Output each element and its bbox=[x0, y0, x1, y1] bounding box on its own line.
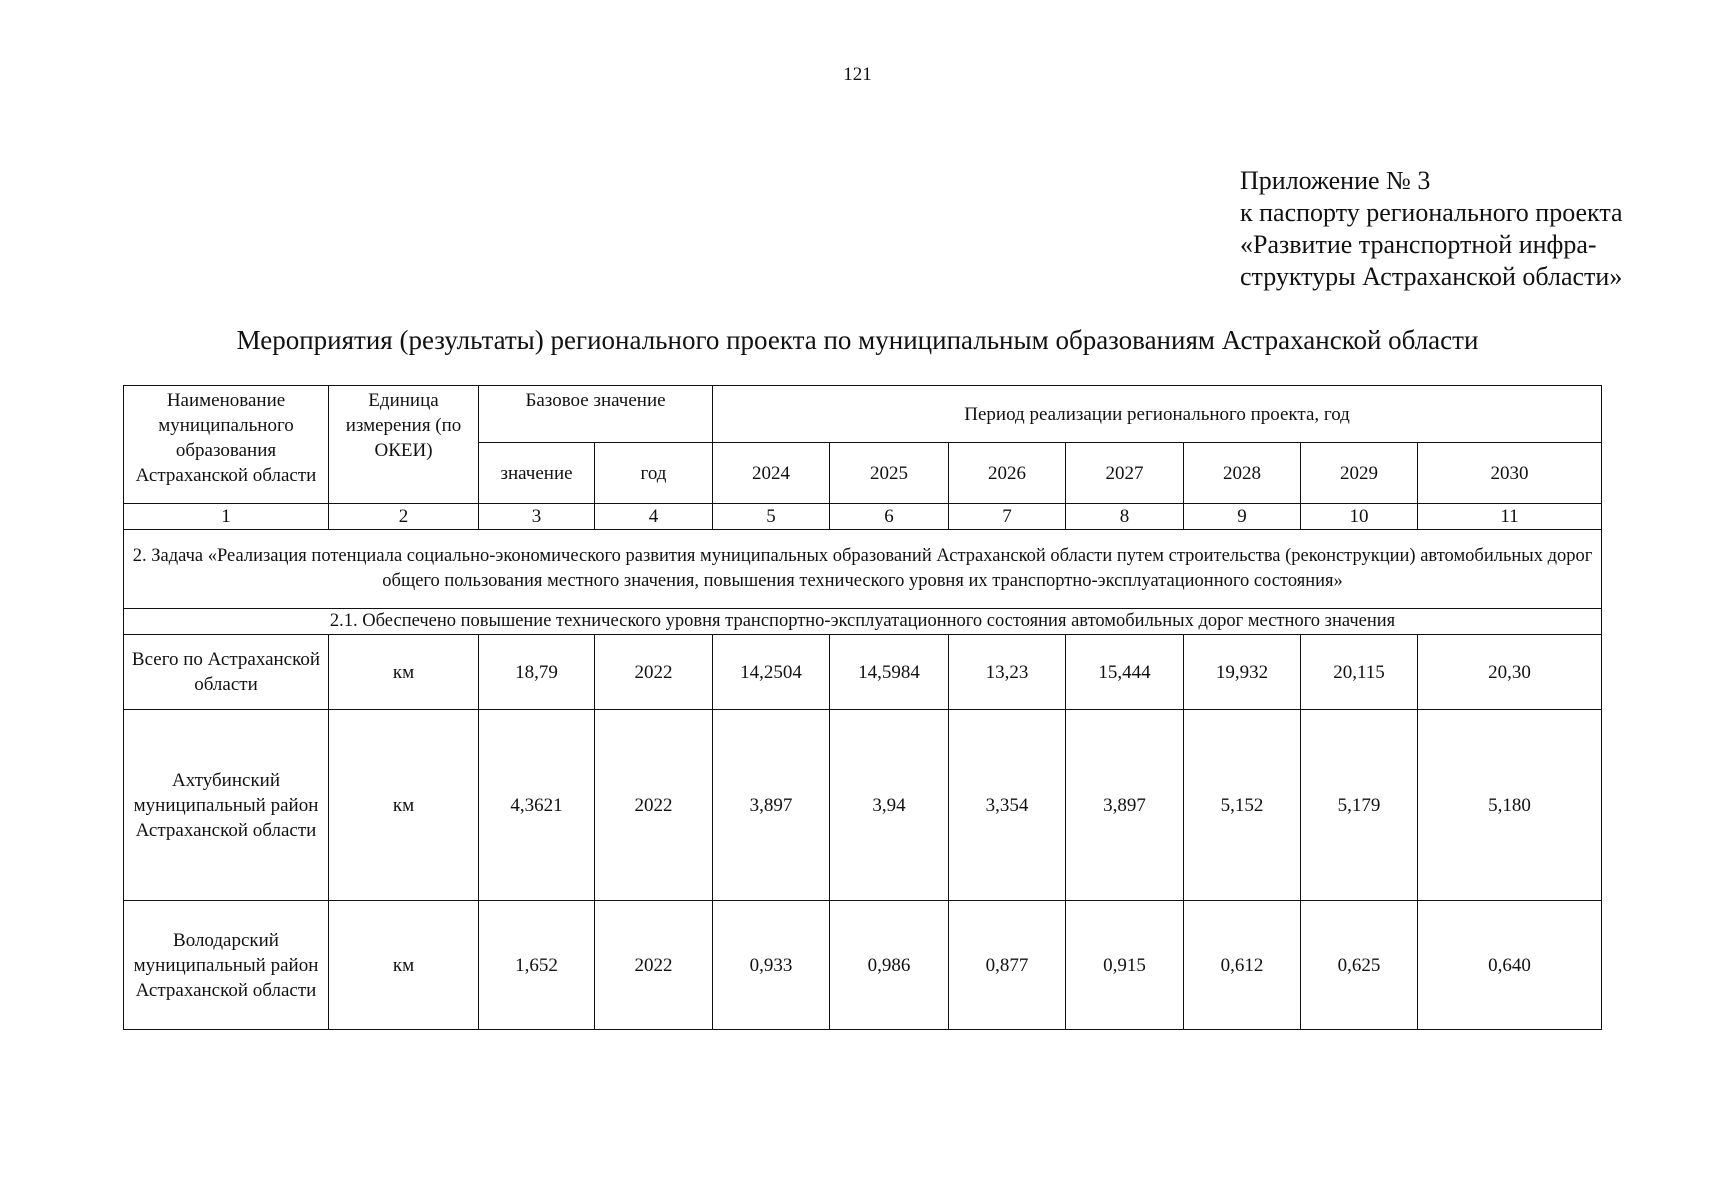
header-year: 2030 bbox=[1418, 443, 1602, 504]
column-number: 2 bbox=[329, 504, 479, 530]
column-number: 10 bbox=[1301, 504, 1418, 530]
header-year: 2026 bbox=[949, 443, 1066, 504]
row-base-value: 18,79 bbox=[479, 635, 595, 710]
appendix-line: структуры Астраханской области» bbox=[1240, 262, 1623, 291]
row-unit: км bbox=[329, 710, 479, 901]
header-year: 2024 bbox=[713, 443, 830, 504]
column-number: 5 bbox=[713, 504, 830, 530]
row-value: 0,986 bbox=[830, 901, 949, 1030]
row-value: 20,30 bbox=[1418, 635, 1602, 710]
column-number: 11 bbox=[1418, 504, 1602, 530]
row-value: 0,915 bbox=[1066, 901, 1184, 1030]
table-row bbox=[124, 635, 1602, 710]
page-number: 121 bbox=[843, 64, 872, 85]
row-base-year: 2022 bbox=[595, 635, 713, 710]
row-value: 0,640 bbox=[1418, 901, 1602, 1030]
row-base-value: 4,3621 bbox=[479, 710, 595, 901]
appendix-line: к паспорту регионального проекта bbox=[1240, 198, 1623, 227]
column-number: 1 bbox=[124, 504, 329, 530]
result-row bbox=[124, 609, 1602, 635]
row-value: 14,2504 bbox=[713, 635, 830, 710]
row-name: Ахтубинский муниципальный район Астраханской области bbox=[124, 710, 329, 901]
row-value: 3,354 bbox=[949, 710, 1066, 901]
row-base-value: 1,652 bbox=[479, 901, 595, 1030]
row-value: 5,180 bbox=[1418, 710, 1602, 901]
row-name: Володарский муниципальный район Астраханской области bbox=[124, 901, 329, 1030]
header-year: 2027 bbox=[1066, 443, 1184, 504]
row-unit: км bbox=[329, 635, 479, 710]
column-number-row bbox=[124, 504, 1602, 530]
column-number: 4 bbox=[595, 504, 713, 530]
header-name: Наименование муниципального образования Астраханской области bbox=[124, 386, 329, 504]
column-number: 9 bbox=[1184, 504, 1301, 530]
header-unit: Единица измерения (по ОКЕИ) bbox=[329, 386, 479, 504]
document-title: Мероприятия (результаты) регионального проекта по муниципальным образованиям Астраханской области bbox=[236, 325, 1479, 355]
column-number: 8 bbox=[1066, 504, 1184, 530]
row-value: 3,94 bbox=[830, 710, 949, 901]
row-base-year: 2022 bbox=[595, 710, 713, 901]
column-number: 3 bbox=[479, 504, 595, 530]
header-period: Период реализации регионального проекта, год bbox=[713, 386, 1602, 443]
row-value: 15,444 bbox=[1066, 635, 1184, 710]
appendix-line: Приложение № 3 bbox=[1240, 166, 1431, 195]
header-year: 2025 bbox=[830, 443, 949, 504]
row-value: 0,625 bbox=[1301, 901, 1418, 1030]
appendix-block bbox=[1240, 165, 1700, 293]
header-base-year: год bbox=[595, 443, 713, 504]
row-unit: км bbox=[329, 901, 479, 1030]
table-row bbox=[124, 710, 1602, 901]
row-value: 0,933 bbox=[713, 901, 830, 1030]
row-value: 0,877 bbox=[949, 901, 1066, 1030]
header-year: 2029 bbox=[1301, 443, 1418, 504]
header-year: 2028 bbox=[1184, 443, 1301, 504]
row-value: 0,612 bbox=[1184, 901, 1301, 1030]
appendix-line: «Развитие транспортной инфра- bbox=[1240, 230, 1597, 259]
results-table bbox=[123, 385, 1602, 1030]
row-value: 14,5984 bbox=[830, 635, 949, 710]
column-number: 7 bbox=[949, 504, 1066, 530]
row-value: 3,897 bbox=[713, 710, 830, 901]
row-value: 13,23 bbox=[949, 635, 1066, 710]
row-base-year: 2022 bbox=[595, 901, 713, 1030]
header-row-top bbox=[124, 386, 1602, 443]
row-name: Всего по Астраханской области bbox=[124, 635, 329, 710]
header-base: Базовое значение bbox=[479, 386, 713, 443]
row-value: 5,152 bbox=[1184, 710, 1301, 901]
result-text: 2.1. Обеспечено повышение технического уровня транспортно-эксплуатационного состояния автомобильных дорог местного значения bbox=[124, 609, 1602, 635]
row-value: 20,115 bbox=[1301, 635, 1418, 710]
row-value: 5,179 bbox=[1301, 710, 1418, 901]
row-value: 19,932 bbox=[1184, 635, 1301, 710]
task-row bbox=[124, 530, 1602, 609]
column-number: 6 bbox=[830, 504, 949, 530]
header-base-value: значение bbox=[479, 443, 595, 504]
table-row bbox=[124, 901, 1602, 1030]
task-text: 2. Задача «Реализация потенциала социально-экономического развития муниципальных образований Астраханской области путем строительства (реконструкции) автомобильных дорог общего пользования местного значения, повышения технического уровня их транспортно-эксплуатационного состояния» bbox=[124, 530, 1602, 609]
row-value: 3,897 bbox=[1066, 710, 1184, 901]
